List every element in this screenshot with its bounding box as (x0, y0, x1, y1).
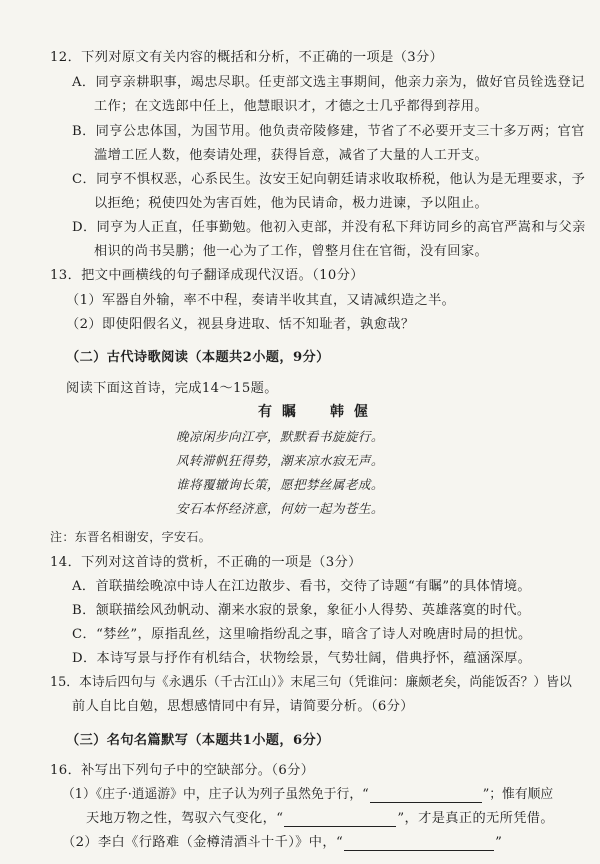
q12-option-c-line1: C．同亨不惧权恶，心系民生。汝安王妃向朝廷请求收取桥税，他认为是无理要求，予 (72, 172, 586, 187)
q16-item-2-text-a: （2）李白《行路难（金樽清酒斗十千）》中，“ (62, 835, 344, 850)
q14-stem: 14．下列对这首诗的赏析，不正确的一项是（3分） (50, 555, 362, 570)
answer-blank-1[interactable] (370, 789, 482, 803)
q14-option-a: A．首联描绘晚凉中诗人在江边散步、看书，交待了诗题“有瞩”的具体情境。 (72, 579, 532, 594)
poem-line-1: 晚凉闲步向江亭，默默看书旋旋行。 (176, 429, 384, 444)
q16-item-1-text-a: （1）《庄子·逍遥游》中，庄子认为列子虽然免于行，“ (62, 787, 369, 802)
q13-stem: 13．把文中画横线的句子翻译成现代汉语。（10分） (50, 268, 364, 283)
q12-stem: 12．下列对原文有关内容的概括和分析，不正确的一项是（3分） (50, 50, 444, 65)
section2-heading: （二）古代诗歌阅读（本题共2小题，9分） (66, 350, 330, 365)
q16-stem: 16．补写出下列句子中的空缺部分。（6分） (50, 763, 315, 778)
q16-item-1-line1 (62, 787, 553, 803)
section3-heading: （三）名句名篇默写（本题共1小题，6分） (66, 733, 330, 748)
q14-option-b: B．颔联描绘风劲帆动、潮来水寂的景象，象征小人得势、英雄落寞的时代。 (72, 603, 531, 618)
q15-line-2: 前人自比自勉，思想感情同中有异，请简要分析。（6分） (72, 699, 414, 714)
q16-item-1-text-b: ”；惟有顺应 (482, 787, 554, 802)
section2-intro: 阅读下面这首诗，完成14～15题。 (66, 381, 278, 396)
answer-blank-2[interactable] (284, 813, 396, 827)
q12-option-c-line2: 以拒绝；税使四处为害百姓，他为民请命，极力进谏，予以阻止。 (94, 196, 489, 211)
q14-option-c: C．“棼丝”，原指乱丝，这里喻指纷乱之事，暗含了诗人对晚唐时局的担忧。 (72, 627, 532, 642)
q16-item-1-text-d: ”，才是真正的无所凭借。 (397, 811, 554, 826)
q12-option-d-line2: 相识的尚书吴鹏；他一心为了工作，曾整月住在官衙，没有回家。 (94, 244, 489, 259)
q13-sentence-2: （2）即使阳假名义，视县身进取、恬不知耻者，孰愈哉？ (66, 317, 415, 332)
q12-option-d-line1: D．同亨为人正直，任事勤勉。他初入吏部，并没有私下拜访同乡的高官严嵩和与父亲 (72, 220, 586, 235)
q12-option-b-line1: B．同亨公忠体国，为国节用。他负责帝陵修建，节省了不必要开支三十多万两；官官 (72, 124, 585, 139)
q16-item-1-line2 (86, 811, 554, 827)
q16-item-1-text-c: 天地万物之性，驾驭六气变化，“ (86, 811, 284, 826)
q15-line-1: 15．本诗后四句与《永遇乐（千古江山）》末尾三句（凭谁问：廉颇老矣，尚能饭否？）皆以 (50, 675, 572, 690)
q13-sentence-1: （1）军器自外输，率不中程，奏请半收其直，又请减织造之半。 (66, 293, 456, 308)
q12-option-a-line1: A．同亨亲耕职事，竭忠尽职。任吏部文选主事期间，他亲力亲为，做好官员铨选登记 (72, 75, 585, 90)
q12-option-a-line2: 工作；在文选郎中任上，他慧眼识才，才德之士几乎都得到荐用。 (94, 99, 489, 114)
q16-item-2-line1 (62, 835, 502, 851)
poem-line-3: 谁将覆辙询长策，愿把棼丝属老成。 (176, 477, 384, 492)
poem-note: 注：东晋名相谢安，字安石。 (50, 530, 212, 544)
poem-line-4: 安石本怀经济意，何妨一起为苍生。 (176, 501, 384, 516)
q12-option-b-line2: 滥增工匠人数，他奏请处理，获得旨意，减省了大量的人工开支。 (94, 148, 489, 163)
poem-line-2: 风转滞帆狂得势，潮来凉水寂无声。 (176, 453, 384, 468)
q16-item-2-text-b: ” (495, 835, 503, 850)
poem-title: 有瞩 (258, 404, 306, 420)
poem-author: 韩偓 (330, 404, 378, 420)
q14-option-d: D．本诗写景与抒作有机结合，状物绘景，气势壮阔，借典抒怀，蕴涵深厚。 (72, 651, 532, 666)
answer-blank-3[interactable] (344, 837, 494, 851)
